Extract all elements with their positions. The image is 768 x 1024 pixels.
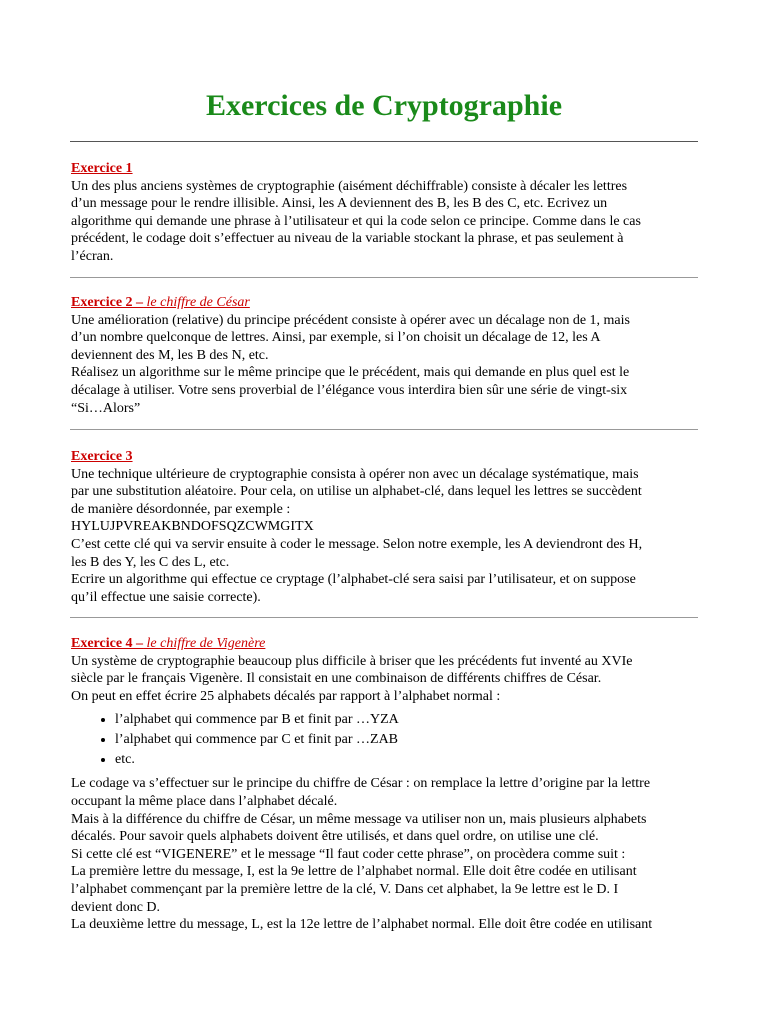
list-item: • l’alphabet qui commence par C et finit par …ZAB xyxy=(115,730,701,750)
divider xyxy=(70,429,698,430)
exercise-2-heading: Exercice 2 – le chiffre de César xyxy=(71,295,250,310)
exercise-1-text: Un des plus anciens systèmes de cryptographie (aisément déchiffrable) consiste à décaler les lettres d’un message pour le rendre illisible. Ainsi, les A deviennent des B, les B des C, etc. Ecrivez un algorithme qui demande une phrase à l’utilisateur et qui la code selon ce principe. Comme dans le cas précédent, le codage doit s’effectuer au niveau de la variable stockant la phrase, et pas seulement à l’écran. xyxy=(71,178,641,264)
divider xyxy=(70,277,698,278)
exercise-3-heading: Exercice 3 xyxy=(71,449,133,464)
exercise-4 xyxy=(71,635,701,934)
alphabet-list xyxy=(71,710,701,770)
exercise-2-text: Une amélioration (relative) du principe précédent consiste à opérer avec un décalage non de 1, mais d’un nombre quelconque de lettres. Ainsi, par exemple, si l’on choisit un décalage de 12, les A deviennent des M, les B des N, etc. Réalisez un algorithme sur le même principe que le précédent, mais qui demande en plus quel est le décalage à utiliser. Votre sens proverbial de l’élégance vous interdira bien sûr une série de vingt-six “Si…Alors” xyxy=(71,312,630,416)
exercise-4-heading: Exercice 4 – le chiffre de Vigenère xyxy=(71,636,266,651)
list-item: • etc. xyxy=(115,750,701,770)
list-item: • l’alphabet qui commence par B et finit par …YZA xyxy=(115,710,701,730)
exercise-3 xyxy=(71,448,701,606)
exercise-2 xyxy=(71,294,701,417)
page-title: Exercices de Cryptographie xyxy=(205,89,563,122)
exercise-1-heading: Exercice 1 xyxy=(71,161,133,176)
exercise-1 xyxy=(71,160,701,266)
exercise-4-body: Le codage va s’effectuer sur le principe du chiffre de César : on remplace la lettre d’origine par la lettre occupant la même place dans l’alphabet décalé. Mais à la différence du chiffre de César, un même message va utiliser non un, mais plusieurs alphabets décalés. Pour savoir quels alphabets doivent être utilisés, et dans quel ordre, on utilise une clé. Si cette clé est “VIGENERE” et le message “Il faut coder cette phrase”, on procèdera comme suit : La première lettre du message, I, est la 9e lettre de l’alphabet normal. Elle doit être codée en utilisant l’alphabet commençant par la première lettre de la clé, V. Dans cet alphabet, la 9e lettre est le D. I devient donc D. La deuxième lettre du message, L, est la 12e lettre de l’alphabet normal. Elle doit être codée en utilisant xyxy=(71,776,653,933)
exercise-3-text: Une technique ultérieure de cryptographie consista à opérer non avec un décalage systématique, mais par une substitution aléatoire. Pour cela, on utilise un alphabet-clé, dans lequel les lettres se succèdent de manière désordonnée, par exemple : HYLUJPVREAKBNDOFSQZCWMGITX C’est cette clé qui va servir ensuite à coder le message. Selon notre exemple, les A deviendront des H, les B des Y, les C des L, etc. Ecrire un algorithme qui effectue ce cryptage (l’alphabet-clé sera saisi par l’utilisateur, et on suppose qu’il effectue une saisie correcte). xyxy=(71,466,643,605)
exercise-4-intro: Un système de cryptographie beaucoup plus difficile à briser que les précédents fut inventé au XVIe siècle par le français Vigenère. Il consistait en une combinaison de différents chiffres de César. On peut en effet écrire 25 alphabets décalés par rapport à l’alphabet normal : xyxy=(71,653,633,704)
title-divider xyxy=(70,141,698,142)
divider xyxy=(70,617,698,618)
